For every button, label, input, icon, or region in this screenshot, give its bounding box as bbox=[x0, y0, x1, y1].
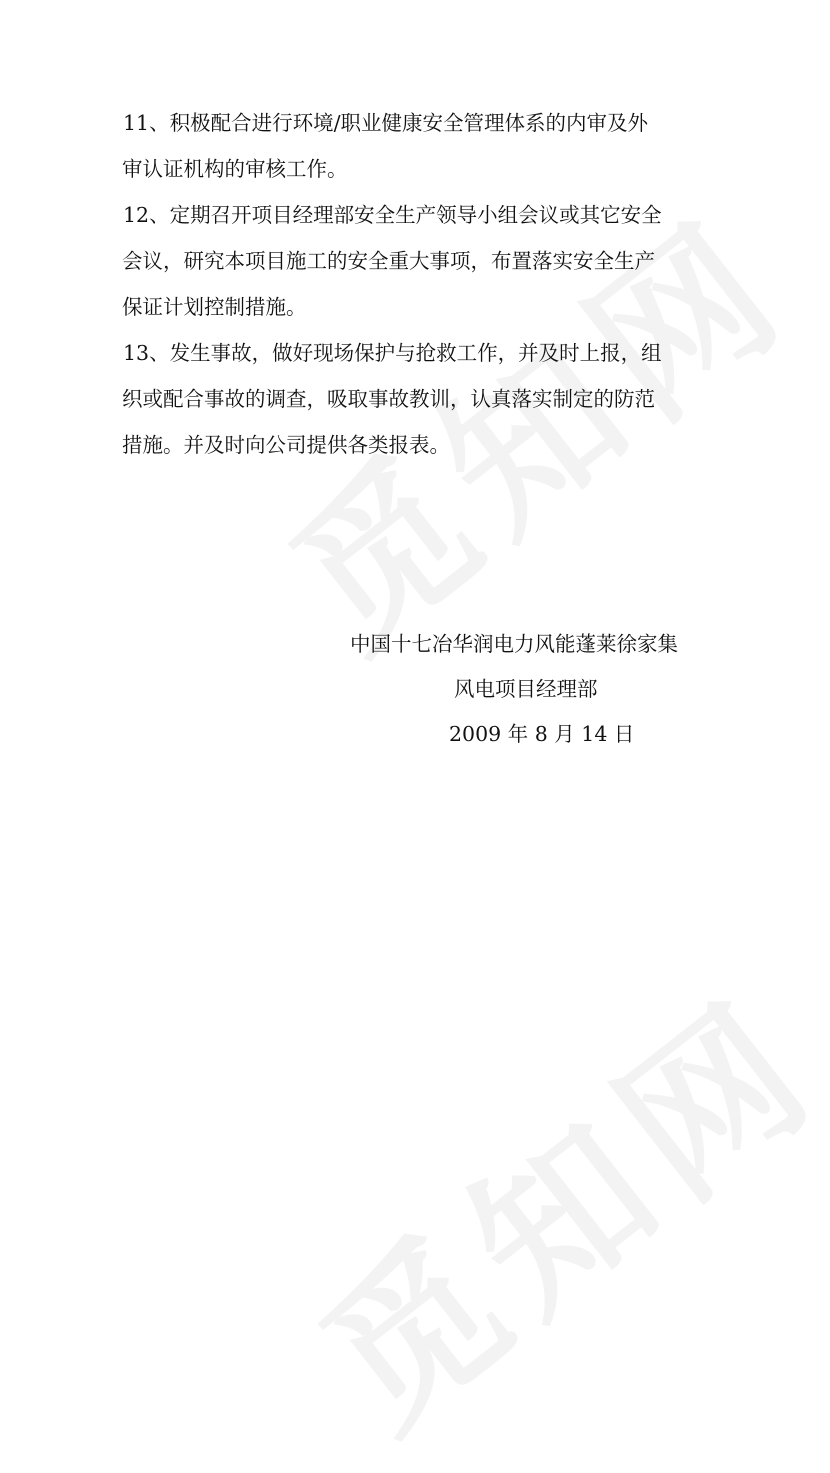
paragraph-line: 会议，研究本项目施工的安全重大事项，布置落实安全生产 bbox=[122, 249, 655, 273]
paragraph-line: 织或配合事故的调查，吸取事故教训，认真落实制定的防范 bbox=[122, 387, 655, 411]
paragraph-item-13 bbox=[122, 330, 712, 468]
document-body bbox=[122, 100, 712, 468]
paragraph-line: 13、发生事故，做好现场保护与抢救工作，并及时上报，组 bbox=[123, 341, 662, 365]
paragraph-line: 审认证机构的审核工作。 bbox=[122, 157, 348, 181]
watermark bbox=[264, 932, 830, 1472]
signature-block bbox=[322, 622, 732, 757]
paragraph-item-11 bbox=[122, 100, 712, 192]
signature-organization: 中国十七冶华润电力风能蓬莱徐家集 bbox=[350, 632, 678, 656]
signature-department: 风电项目经理部 bbox=[454, 677, 598, 701]
paragraph-line: 12、定期召开项目经理部安全生产领导小组会议或其它安全 bbox=[123, 203, 662, 227]
paragraph-item-12 bbox=[122, 192, 712, 330]
paragraph-line: 11、积极配合进行环境/职业健康安全管理体系的内审及外 bbox=[123, 111, 648, 135]
signature-date: 2009 年 8 月 14 日 bbox=[449, 722, 635, 746]
paragraph-line: 保证计划控制措施。 bbox=[122, 295, 307, 319]
paragraph-line: 措施。并及时向公司提供各类报表。 bbox=[122, 433, 450, 457]
